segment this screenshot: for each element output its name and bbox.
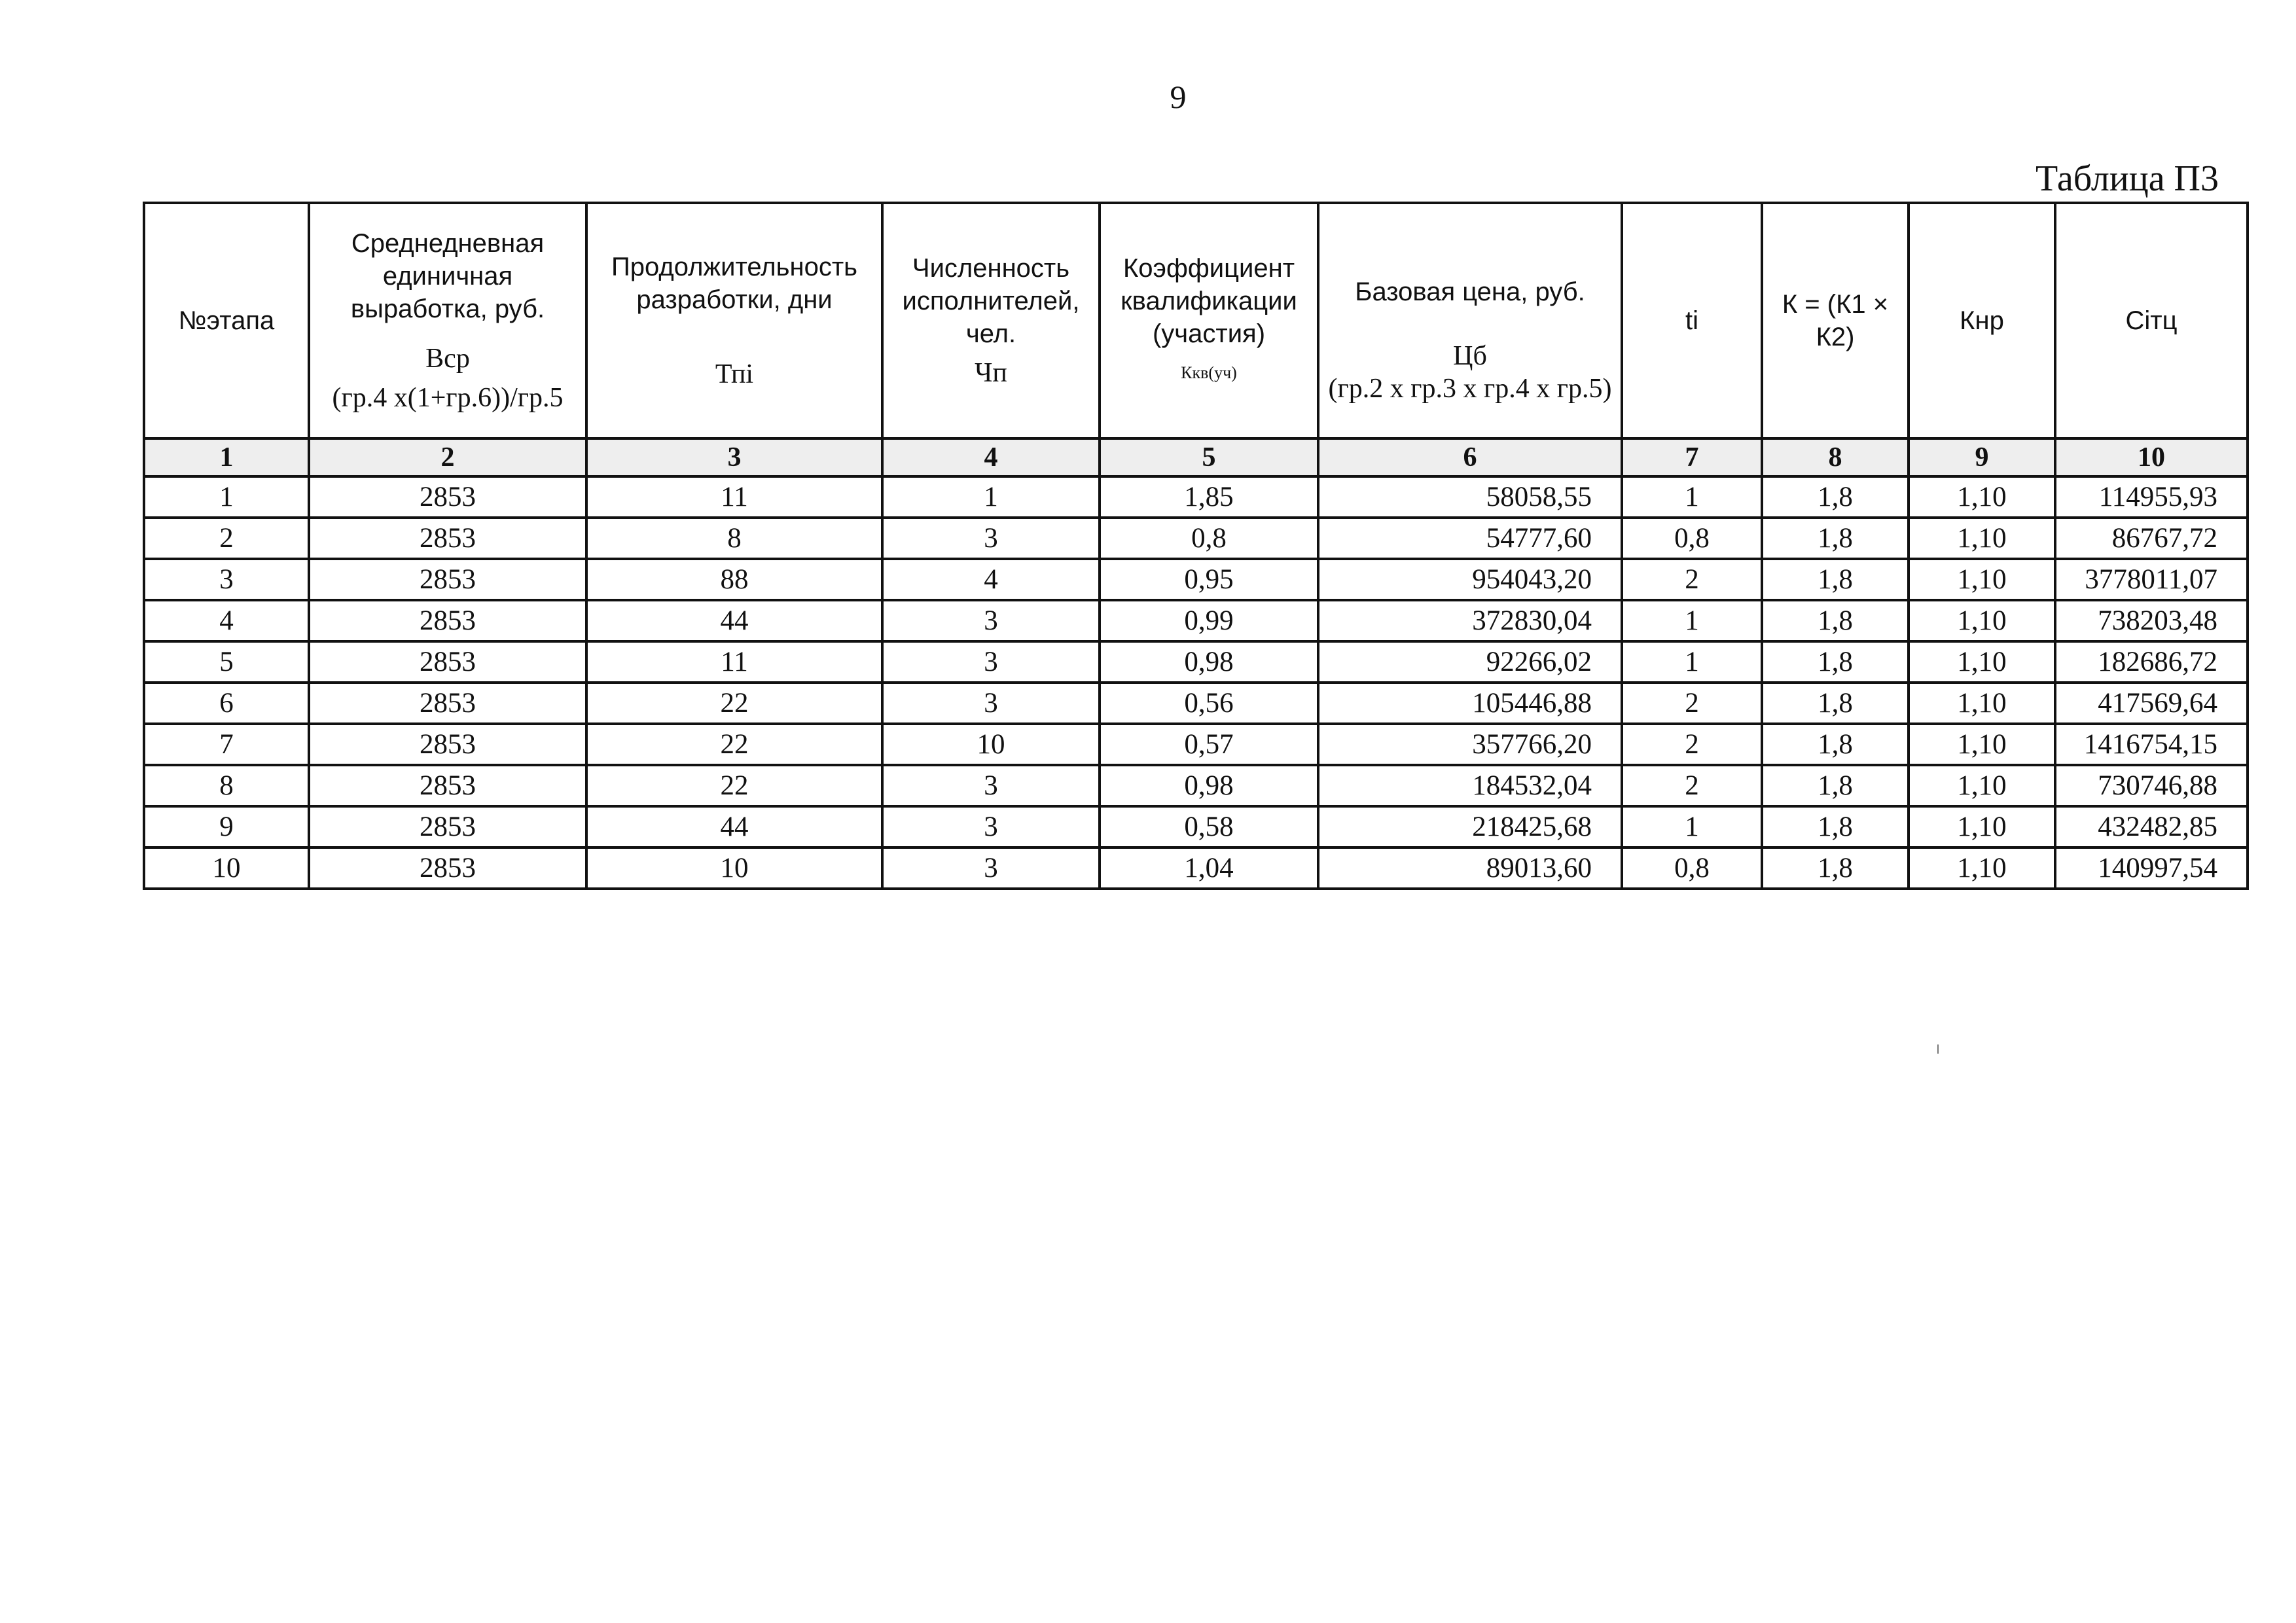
- headcount-cell: 1: [882, 476, 1100, 518]
- header-formula: (гр.4 х(1+гр.6))/гр.5: [332, 383, 564, 413]
- header-title: Ciтц: [2125, 306, 2178, 335]
- qualification-cell: 0,56: [1100, 683, 1318, 724]
- column-number-row: [144, 438, 2248, 476]
- column-number: 8: [1762, 438, 1909, 476]
- qualification-cell: 0,98: [1100, 765, 1318, 806]
- header-formula: (гр.2 х гр.3 х гр.4 х гр.5): [1328, 374, 1612, 404]
- header-row: [144, 203, 2248, 438]
- knr-cell: 1,10: [1909, 806, 2055, 847]
- k-cell: 1,8: [1762, 765, 1909, 806]
- header-title: №этапа: [178, 306, 275, 335]
- duration-cell: 88: [586, 559, 882, 600]
- knr-cell: 1,10: [1909, 600, 2055, 641]
- header-symbol: Цб: [1453, 341, 1487, 371]
- k-cell: 1,8: [1762, 600, 1909, 641]
- avg-output-cell: 2853: [309, 724, 586, 765]
- header-stage-number: [144, 203, 309, 438]
- qualification-cell: 0,99: [1100, 600, 1318, 641]
- base-price-cell: 89013,60: [1318, 847, 1622, 889]
- ti-cell: 2: [1622, 724, 1762, 765]
- stage-number-cell: 4: [144, 600, 309, 641]
- column-number: 1: [144, 438, 309, 476]
- knr-cell: 1,10: [1909, 683, 2055, 724]
- stage-cost-cell: 417569,64: [2055, 683, 2248, 724]
- column-number: 2: [309, 438, 586, 476]
- qualification-cell: 0,98: [1100, 641, 1318, 683]
- header-avg-daily-output: [309, 203, 586, 438]
- ti-cell: 2: [1622, 683, 1762, 724]
- qualification-cell: 1,04: [1100, 847, 1318, 889]
- qualification-cell: 0,95: [1100, 559, 1318, 600]
- table-row: [144, 641, 2248, 683]
- column-number: 5: [1100, 438, 1318, 476]
- k-cell: 1,8: [1762, 683, 1909, 724]
- knr-cell: 1,10: [1909, 476, 2055, 518]
- table-row: [144, 847, 2248, 889]
- ti-cell: 0,8: [1622, 847, 1762, 889]
- stage-number-cell: 9: [144, 806, 309, 847]
- table-row: [144, 724, 2248, 765]
- header-qualification-coefficient: [1100, 203, 1318, 438]
- table-row: [144, 518, 2248, 559]
- stage-number-cell: 8: [144, 765, 309, 806]
- stage-cost-cell: 738203,48: [2055, 600, 2248, 641]
- headcount-cell: 3: [882, 847, 1100, 889]
- avg-output-cell: 2853: [309, 765, 586, 806]
- avg-output-cell: 2853: [309, 476, 586, 518]
- base-price-cell: 54777,60: [1318, 518, 1622, 559]
- header-symbol: Вср: [425, 344, 470, 374]
- header-overhead-coefficient: [1909, 203, 2055, 438]
- qualification-cell: 0,57: [1100, 724, 1318, 765]
- table-row: [144, 476, 2248, 518]
- headcount-cell: 3: [882, 641, 1100, 683]
- knr-cell: 1,10: [1909, 559, 2055, 600]
- stage-cost-cell: 86767,72: [2055, 518, 2248, 559]
- stage-cost-cell: 182686,72: [2055, 641, 2248, 683]
- headcount-cell: 4: [882, 559, 1100, 600]
- knr-cell: 1,10: [1909, 847, 2055, 889]
- avg-output-cell: 2853: [309, 806, 586, 847]
- page-number: 9: [1170, 79, 1187, 115]
- duration-cell: 22: [586, 765, 882, 806]
- header-symbol: Ккв(уч): [1181, 363, 1237, 382]
- duration-cell: 22: [586, 724, 882, 765]
- stage-number-cell: 1: [144, 476, 309, 518]
- duration-cell: 11: [586, 476, 882, 518]
- ti-cell: 1: [1622, 806, 1762, 847]
- table-row: [144, 683, 2248, 724]
- headcount-cell: 3: [882, 765, 1100, 806]
- base-price-cell: 357766,20: [1318, 724, 1622, 765]
- avg-output-cell: 2853: [309, 641, 586, 683]
- table-body: [144, 476, 2248, 889]
- base-price-cell: 372830,04: [1318, 600, 1622, 641]
- k-cell: 1,8: [1762, 847, 1909, 889]
- stage-number-cell: 2: [144, 518, 309, 559]
- header-title: К = (К1 × К2): [1782, 290, 1889, 351]
- avg-output-cell: 2853: [309, 600, 586, 641]
- k-cell: 1,8: [1762, 724, 1909, 765]
- header-ti: [1622, 203, 1762, 438]
- avg-output-cell: 2853: [309, 683, 586, 724]
- table-row: [144, 559, 2248, 600]
- k-cell: 1,8: [1762, 806, 1909, 847]
- base-price-cell: 184532,04: [1318, 765, 1622, 806]
- scan-mark: [1937, 1044, 1944, 1054]
- base-price-cell: 954043,20: [1318, 559, 1622, 600]
- k-cell: 1,8: [1762, 518, 1909, 559]
- headcount-cell: 3: [882, 600, 1100, 641]
- header-title: Коэффициент квалификации (участия): [1121, 254, 1297, 348]
- header-title: Продолжительность разработки, дни: [611, 253, 857, 314]
- stage-cost-cell: 114955,93: [2055, 476, 2248, 518]
- base-price-cell: 58058,55: [1318, 476, 1622, 518]
- base-price-cell: 92266,02: [1318, 641, 1622, 683]
- column-number: 4: [882, 438, 1100, 476]
- stage-number-cell: 3: [144, 559, 309, 600]
- k-cell: 1,8: [1762, 559, 1909, 600]
- column-number: 3: [586, 438, 882, 476]
- header-stage-cost: [2055, 203, 2248, 438]
- header-title: Кнр: [1960, 306, 2004, 335]
- avg-output-cell: 2853: [309, 847, 586, 889]
- duration-cell: 8: [586, 518, 882, 559]
- ti-cell: 2: [1622, 559, 1762, 600]
- header-title: Численность исполнителей, чел.: [902, 254, 1080, 348]
- duration-cell: 22: [586, 683, 882, 724]
- header-duration: [586, 203, 882, 438]
- table-row: [144, 806, 2248, 847]
- header-headcount: [882, 203, 1100, 438]
- headcount-cell: 3: [882, 518, 1100, 559]
- knr-cell: 1,10: [1909, 765, 2055, 806]
- knr-cell: 1,10: [1909, 641, 2055, 683]
- stage-cost-cell: 730746,88: [2055, 765, 2248, 806]
- avg-output-cell: 2853: [309, 518, 586, 559]
- k-cell: 1,8: [1762, 641, 1909, 683]
- qualification-cell: 1,85: [1100, 476, 1318, 518]
- duration-cell: 44: [586, 600, 882, 641]
- stage-cost-cell: 1416754,15: [2055, 724, 2248, 765]
- ti-cell: 1: [1622, 600, 1762, 641]
- ti-cell: 2: [1622, 765, 1762, 806]
- header-base-price: [1318, 203, 1622, 438]
- table-row: [144, 600, 2248, 641]
- table-caption: Таблица П3: [2036, 158, 2219, 199]
- column-number: 9: [1909, 438, 2055, 476]
- stage-cost-cell: 140997,54: [2055, 847, 2248, 889]
- duration-cell: 11: [586, 641, 882, 683]
- knr-cell: 1,10: [1909, 518, 2055, 559]
- column-number: 6: [1318, 438, 1622, 476]
- stage-number-cell: 10: [144, 847, 309, 889]
- knr-cell: 1,10: [1909, 724, 2055, 765]
- header-title: Среднедневная единичная выработка, руб.: [350, 229, 545, 323]
- cost-table: [143, 202, 2249, 890]
- header-symbol: Тпi: [715, 359, 754, 389]
- qualification-cell: 0,8: [1100, 518, 1318, 559]
- stage-cost-cell: 432482,85: [2055, 806, 2248, 847]
- ti-cell: 0,8: [1622, 518, 1762, 559]
- duration-cell: 10: [586, 847, 882, 889]
- stage-cost-cell: 3778011,07: [2055, 559, 2248, 600]
- header-k-product: [1762, 203, 1909, 438]
- ti-cell: 1: [1622, 641, 1762, 683]
- table-row: [144, 765, 2248, 806]
- header-title: Базовая цена, руб.: [1355, 277, 1585, 306]
- stage-number-cell: 6: [144, 683, 309, 724]
- base-price-cell: 105446,88: [1318, 683, 1622, 724]
- base-price-cell: 218425,68: [1318, 806, 1622, 847]
- stage-number-cell: 7: [144, 724, 309, 765]
- headcount-cell: 3: [882, 683, 1100, 724]
- k-cell: 1,8: [1762, 476, 1909, 518]
- duration-cell: 44: [586, 806, 882, 847]
- qualification-cell: 0,58: [1100, 806, 1318, 847]
- stage-number-cell: 5: [144, 641, 309, 683]
- ti-cell: 1: [1622, 476, 1762, 518]
- avg-output-cell: 2853: [309, 559, 586, 600]
- headcount-cell: 3: [882, 806, 1100, 847]
- column-number: 7: [1622, 438, 1762, 476]
- header-symbol: Чп: [975, 358, 1007, 388]
- header-title: ti: [1685, 306, 1698, 335]
- column-number: 10: [2055, 438, 2248, 476]
- headcount-cell: 10: [882, 724, 1100, 765]
